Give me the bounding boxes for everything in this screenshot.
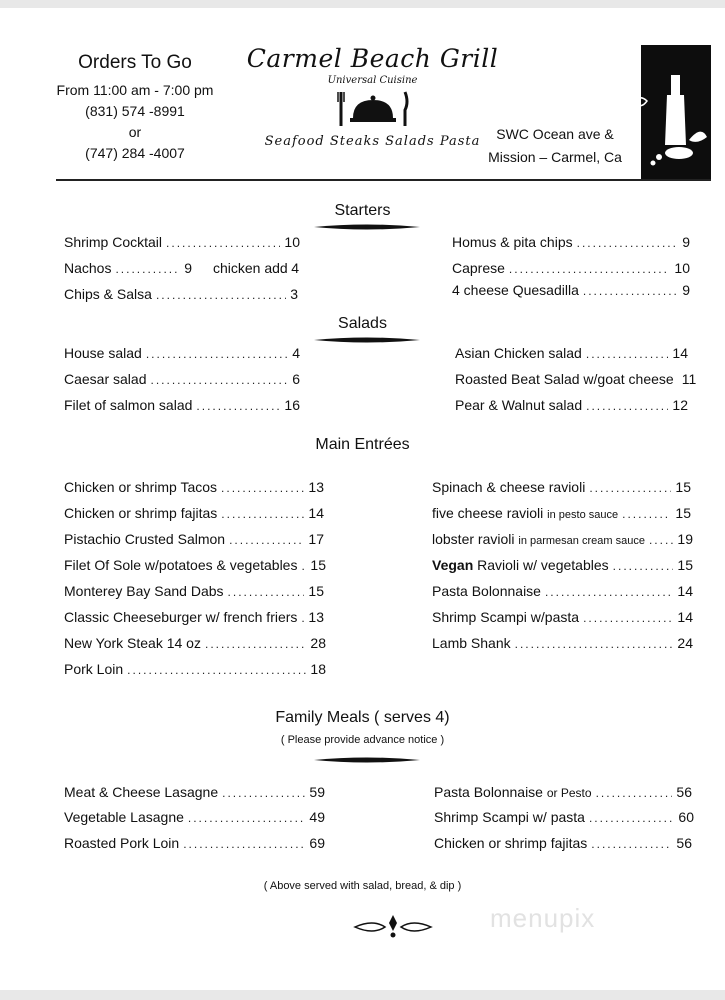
menu-item: Pear & Walnut salad ..... 12: [455, 397, 688, 419]
orders-title: Orders To Go: [78, 52, 192, 73]
phone-1: (831) 574 -8991: [85, 103, 185, 119]
menu-item: Homus & pita chips ..... 9: [452, 234, 690, 256]
menu-item: Caprese ..... 10: [452, 260, 690, 282]
orders-to-go-block: [40, 52, 230, 164]
menu-item: Meat & Cheese Lasagne ..... 59: [64, 784, 325, 806]
wine-bottle-decoration-icon: [641, 45, 711, 180]
flourish-divider-icon: [312, 335, 422, 345]
address-block: [470, 123, 640, 169]
menu-item: lobster ravioli in parmesan cream sauce ..... 19: [432, 531, 693, 553]
section-title-salads: Salads: [338, 315, 387, 332]
family-advance-notice: ( Please provide advance notice ): [280, 734, 445, 746]
menu-item: Shrimp Scampi w/ pasta ..... 60: [434, 809, 694, 831]
menu-item: 4 cheese Quesadilla ..... 9: [452, 282, 690, 304]
decorative-art-panel: [641, 45, 711, 180]
menu-item: Chicken or shrimp Tacos ..... 13: [64, 479, 324, 501]
flourish-divider-icon: [312, 755, 422, 765]
menu-item: House salad ..... 4: [64, 345, 300, 367]
menu-item: Roasted Beat Salad w/goat cheese 11: [455, 371, 697, 387]
menu-item: Filet of salmon salad ..... 16: [64, 397, 300, 419]
menu-item: Pistachio Crusted Salmon ..... 17: [64, 531, 324, 553]
header-divider: [56, 179, 711, 181]
brand-categories: Seafood Steaks Salads Pasta: [264, 134, 481, 149]
hours: From 11:00 am - 7:00 pm: [56, 82, 214, 98]
brand-block: [240, 44, 505, 149]
menu-item: Shrimp Scampi w/pasta ..... 14: [432, 609, 693, 631]
brand-subtitle: Universal Cuisine: [327, 75, 418, 86]
menu-item: Chips & Salsa ..... 3: [64, 286, 298, 308]
menu-item: Pork Loin ..... 18: [64, 661, 326, 683]
ornament-flourish-icon: [353, 913, 433, 939]
brand-name: Carmel Beach Grill: [246, 44, 499, 73]
phone-2: (747) 284 -4007: [85, 145, 185, 161]
menu-item: Asian Chicken salad ..... 14: [455, 345, 688, 367]
menu-item: Lamb Shank ..... 24: [432, 635, 693, 657]
menu-item: five cheese ravioli in pesto sauce ..... 15: [432, 505, 691, 527]
menu-item: Chicken or shrimp fajitas ..... 14: [64, 505, 324, 527]
menu-item: Classic Cheeseburger w/ french friers ..... 13: [64, 609, 324, 631]
menu-item: Spinach & cheese ravioli ..... 15: [432, 479, 691, 501]
cloche-fork-knife-icon: [333, 90, 413, 128]
address-line-2: Mission – Carmel, Ca: [488, 149, 622, 165]
menu-item-addon: chicken add 4: [213, 260, 299, 276]
menu-item: Vegan Ravioli w/ vegetables ..... 15: [432, 557, 693, 579]
menu-item: Caesar salad ..... 6: [64, 371, 300, 393]
menu-item: Monterey Bay Sand Dabs ..... 15: [64, 583, 324, 605]
watermark: menupix: [490, 903, 596, 933]
menu-page: [0, 8, 725, 990]
menu-item: Roasted Pork Loin ..... 69: [64, 835, 325, 857]
menu-item: Vegetable Lasagne ..... 49: [64, 809, 325, 831]
footer-note: ( Above served with salad, bread, & dip ): [263, 880, 462, 892]
section-title-starters: Starters: [334, 202, 391, 219]
menu-item: New York Steak 14 oz ..... 28: [64, 635, 326, 657]
section-title-main-entrees: Main Entrées: [315, 436, 410, 453]
address-line-1: SWC Ocean ave &: [496, 126, 614, 142]
or-label: or: [128, 124, 142, 140]
section-title-family-meals: Family Meals ( serves 4): [275, 709, 450, 726]
menu-item: Nachos ..... 9: [64, 260, 192, 282]
menu-item: Filet Of Sole w/potatoes & vegetables ..... 15: [64, 557, 326, 579]
menu-item: Pasta Bolonnaise ..... 14: [432, 583, 693, 605]
menu-item: Pasta Bolonnaise or Pesto ..... 56: [434, 784, 692, 806]
menu-item: Chicken or shrimp fajitas ..... 56: [434, 835, 692, 857]
menu-item: Shrimp Cocktail ..... 10: [64, 234, 300, 256]
flourish-divider-icon: [312, 222, 422, 232]
